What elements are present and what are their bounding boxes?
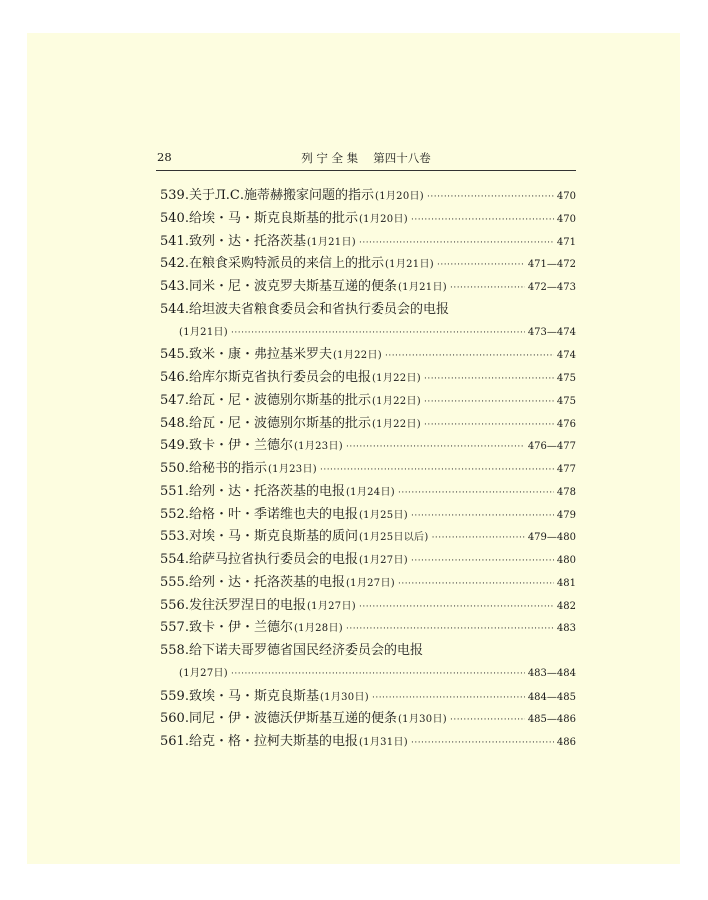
toc-entry	[160, 640, 576, 686]
table-of-contents	[160, 185, 576, 754]
dot-leader	[411, 732, 554, 755]
entry-title: 给埃・马・斯克良斯基的批示	[188, 210, 358, 226]
entry-title: 关于Л.С.施蒂赫搬家问题的指示	[188, 188, 375, 203]
page-number: 28	[157, 150, 172, 164]
entry-pages: 470	[556, 213, 576, 225]
entry-title: 致埃・马・斯克良斯基	[188, 688, 319, 704]
entry-title: 在粮食采购特派员的来信上的批示	[188, 256, 384, 272]
entry-title: 发往沃罗涅日的电报	[188, 597, 306, 613]
entry-pages: 471—472	[527, 259, 576, 271]
entry-number: 561.	[160, 734, 189, 749]
entry-pages: 480	[556, 555, 576, 566]
toc-entry	[160, 504, 576, 527]
entry-number: 540.	[160, 210, 189, 226]
toc-entry	[160, 208, 576, 231]
entry-pages: 471	[556, 236, 576, 248]
entry-pages: 479	[556, 509, 576, 521]
entry-pages: 477	[556, 464, 576, 475]
toc-entry	[160, 595, 576, 618]
entry-pages: 475	[556, 395, 576, 407]
entry-pages: 475	[556, 373, 576, 384]
entry-title: 致列・达・托洛茨基	[188, 233, 306, 249]
entry-date: (1月30日)	[397, 714, 447, 726]
entry-title: 给萨马拉省执行委员会的电报	[188, 552, 358, 567]
entry-number: 550.	[160, 461, 189, 476]
entry-title: 对埃・马・斯克良斯基的质问	[188, 529, 358, 545]
toc-entry	[160, 526, 576, 549]
entry-number: 542.	[160, 256, 189, 272]
entry-title: 给克・格・拉柯夫斯基的电报	[188, 734, 358, 749]
entry-number: 551.	[160, 483, 189, 499]
dot-leader	[359, 232, 554, 255]
running-title: 列 宁 全 集 第四十八卷	[301, 151, 431, 165]
entry-title: 给列・达・托洛茨基的电报	[188, 574, 345, 590]
entry-date: (1月23日)	[293, 441, 343, 453]
entry-date: (1月22日)	[371, 373, 421, 384]
toc-entry	[160, 344, 576, 367]
entry-title: 同尼・伊・波德沃伊斯基互递的便条	[188, 711, 397, 727]
toc-entry	[160, 367, 576, 390]
entry-number: 541.	[160, 233, 189, 249]
entry-date: (1月21日)	[384, 259, 434, 271]
entry-date: (1月30日)	[319, 691, 369, 703]
entry-title: 同米・尼・波克罗夫斯基互递的便条	[188, 279, 397, 294]
entry-number: 546.	[160, 370, 189, 385]
dot-leader	[398, 573, 554, 596]
dot-leader	[346, 436, 525, 459]
entry-number: 552.	[160, 506, 189, 522]
entry-number: 559.	[160, 688, 189, 704]
entry-pages: 470	[556, 191, 576, 202]
entry-number: 549.	[160, 438, 189, 454]
entry-pages: 483—484	[527, 667, 576, 679]
entry-number: 557.	[160, 620, 189, 636]
entry-date: (1月24日)	[345, 486, 395, 498]
dot-leader	[398, 482, 554, 505]
entry-number: 558.	[160, 643, 189, 658]
entry-pages: 474	[556, 350, 576, 362]
entry-number: 560.	[160, 711, 189, 727]
entry-pages: 484—485	[527, 691, 576, 703]
entry-number: 554.	[160, 552, 189, 567]
entry-title: 致卡・伊・兰德尔	[188, 438, 293, 454]
toc-entry	[160, 572, 576, 595]
entry-date: (1月22日)	[371, 395, 421, 407]
entry-title: 给下诺夫哥罗德省国民经济委员会的电报	[188, 643, 423, 658]
entry-number: 539.	[160, 188, 189, 203]
entry-pages: 486	[556, 737, 576, 748]
dot-leader	[411, 550, 554, 573]
toc-entry	[160, 617, 576, 640]
toc-entry	[160, 299, 576, 345]
entry-date: (1月20日)	[358, 213, 408, 225]
entry-pages: 476	[556, 418, 576, 430]
entry-title: 给列・达・托洛茨基的电报	[188, 483, 345, 499]
toc-entry	[160, 686, 576, 709]
entry-date: (1月21日)	[306, 236, 356, 248]
entry-date: (1月27日)	[179, 667, 228, 679]
page-header	[156, 150, 576, 168]
dot-leader	[231, 663, 525, 686]
toc-entry	[160, 185, 576, 208]
toc-entry	[160, 549, 576, 572]
entry-title: 给坦波夫省粮食委员会和省执行委员会的电报	[188, 301, 449, 317]
entry-number: 545.	[160, 347, 189, 363]
dot-leader	[385, 345, 554, 368]
entry-title: 给格・叶・季诺维也夫的电报	[188, 506, 358, 522]
entry-number: 556.	[160, 597, 189, 613]
toc-entry	[160, 458, 576, 481]
entry-pages: 472—473	[527, 282, 576, 293]
toc-entry	[160, 390, 576, 413]
dot-leader	[320, 459, 554, 482]
toc-entry	[160, 231, 576, 254]
entry-date: (1月23日)	[267, 464, 317, 475]
entry-number: 543.	[160, 279, 189, 294]
dot-leader	[437, 254, 525, 277]
toc-entry	[160, 413, 576, 436]
dot-leader	[424, 391, 554, 414]
entry-number: 555.	[160, 574, 189, 590]
dot-leader	[424, 368, 554, 391]
entry-pages: 473—474	[527, 326, 576, 338]
entry-title: 给瓦・尼・波德别尔斯基的批示	[188, 392, 371, 408]
entry-pages: 478	[556, 486, 576, 498]
entry-date: (1月20日)	[375, 191, 425, 202]
entry-number: 547.	[160, 392, 189, 408]
toc-entry	[160, 481, 576, 504]
entry-date: (1月27日)	[345, 577, 395, 589]
entry-date: (1月28日)	[293, 623, 343, 635]
entry-title: 给库尔斯克省执行委员会的电报	[188, 370, 371, 385]
header-rule	[156, 170, 576, 171]
dot-leader	[411, 209, 554, 232]
toc-entry	[160, 276, 576, 299]
dot-leader	[346, 618, 554, 641]
entry-date: (1月31日)	[358, 737, 408, 748]
entry-title: 给瓦・尼・波德别尔斯基的批示	[188, 415, 371, 431]
entry-date: (1月25日)	[358, 509, 408, 521]
entry-date: (1月27日)	[358, 555, 408, 566]
toc-entry	[160, 708, 576, 731]
entry-date: (1月22日)	[371, 418, 421, 430]
dot-leader	[372, 687, 525, 710]
entry-pages: 479—480	[527, 532, 576, 544]
entry-date: (1月21日)	[179, 326, 228, 338]
entry-title: 致卡・伊・兰德尔	[188, 620, 293, 636]
entry-date: (1月22日)	[332, 350, 382, 362]
dot-leader	[359, 596, 554, 619]
dot-leader	[427, 186, 554, 209]
entry-pages: 482	[556, 600, 576, 612]
entry-pages: 483	[556, 623, 576, 635]
dot-leader	[432, 527, 525, 550]
entry-title: 给秘书的指示	[188, 461, 267, 476]
dot-leader	[450, 277, 525, 300]
dot-leader	[450, 709, 525, 732]
toc-entry	[160, 731, 576, 754]
toc-entry	[160, 435, 576, 458]
entry-pages: 481	[556, 577, 576, 589]
entry-number: 553.	[160, 529, 189, 545]
entry-date: (1月21日)	[397, 282, 447, 293]
entry-number: 548.	[160, 415, 189, 431]
dot-leader	[411, 505, 554, 528]
entry-pages: 476—477	[527, 441, 576, 453]
entry-title: 致米・康・弗拉基米罗夫	[188, 347, 332, 363]
entry-pages: 485—486	[527, 714, 576, 726]
dot-leader	[231, 322, 525, 345]
dot-leader	[424, 414, 554, 437]
entry-number: 544.	[160, 301, 189, 317]
entry-date: (1月27日)	[306, 600, 356, 612]
toc-entry	[160, 253, 576, 276]
entry-date: (1月25日以后)	[358, 532, 429, 544]
